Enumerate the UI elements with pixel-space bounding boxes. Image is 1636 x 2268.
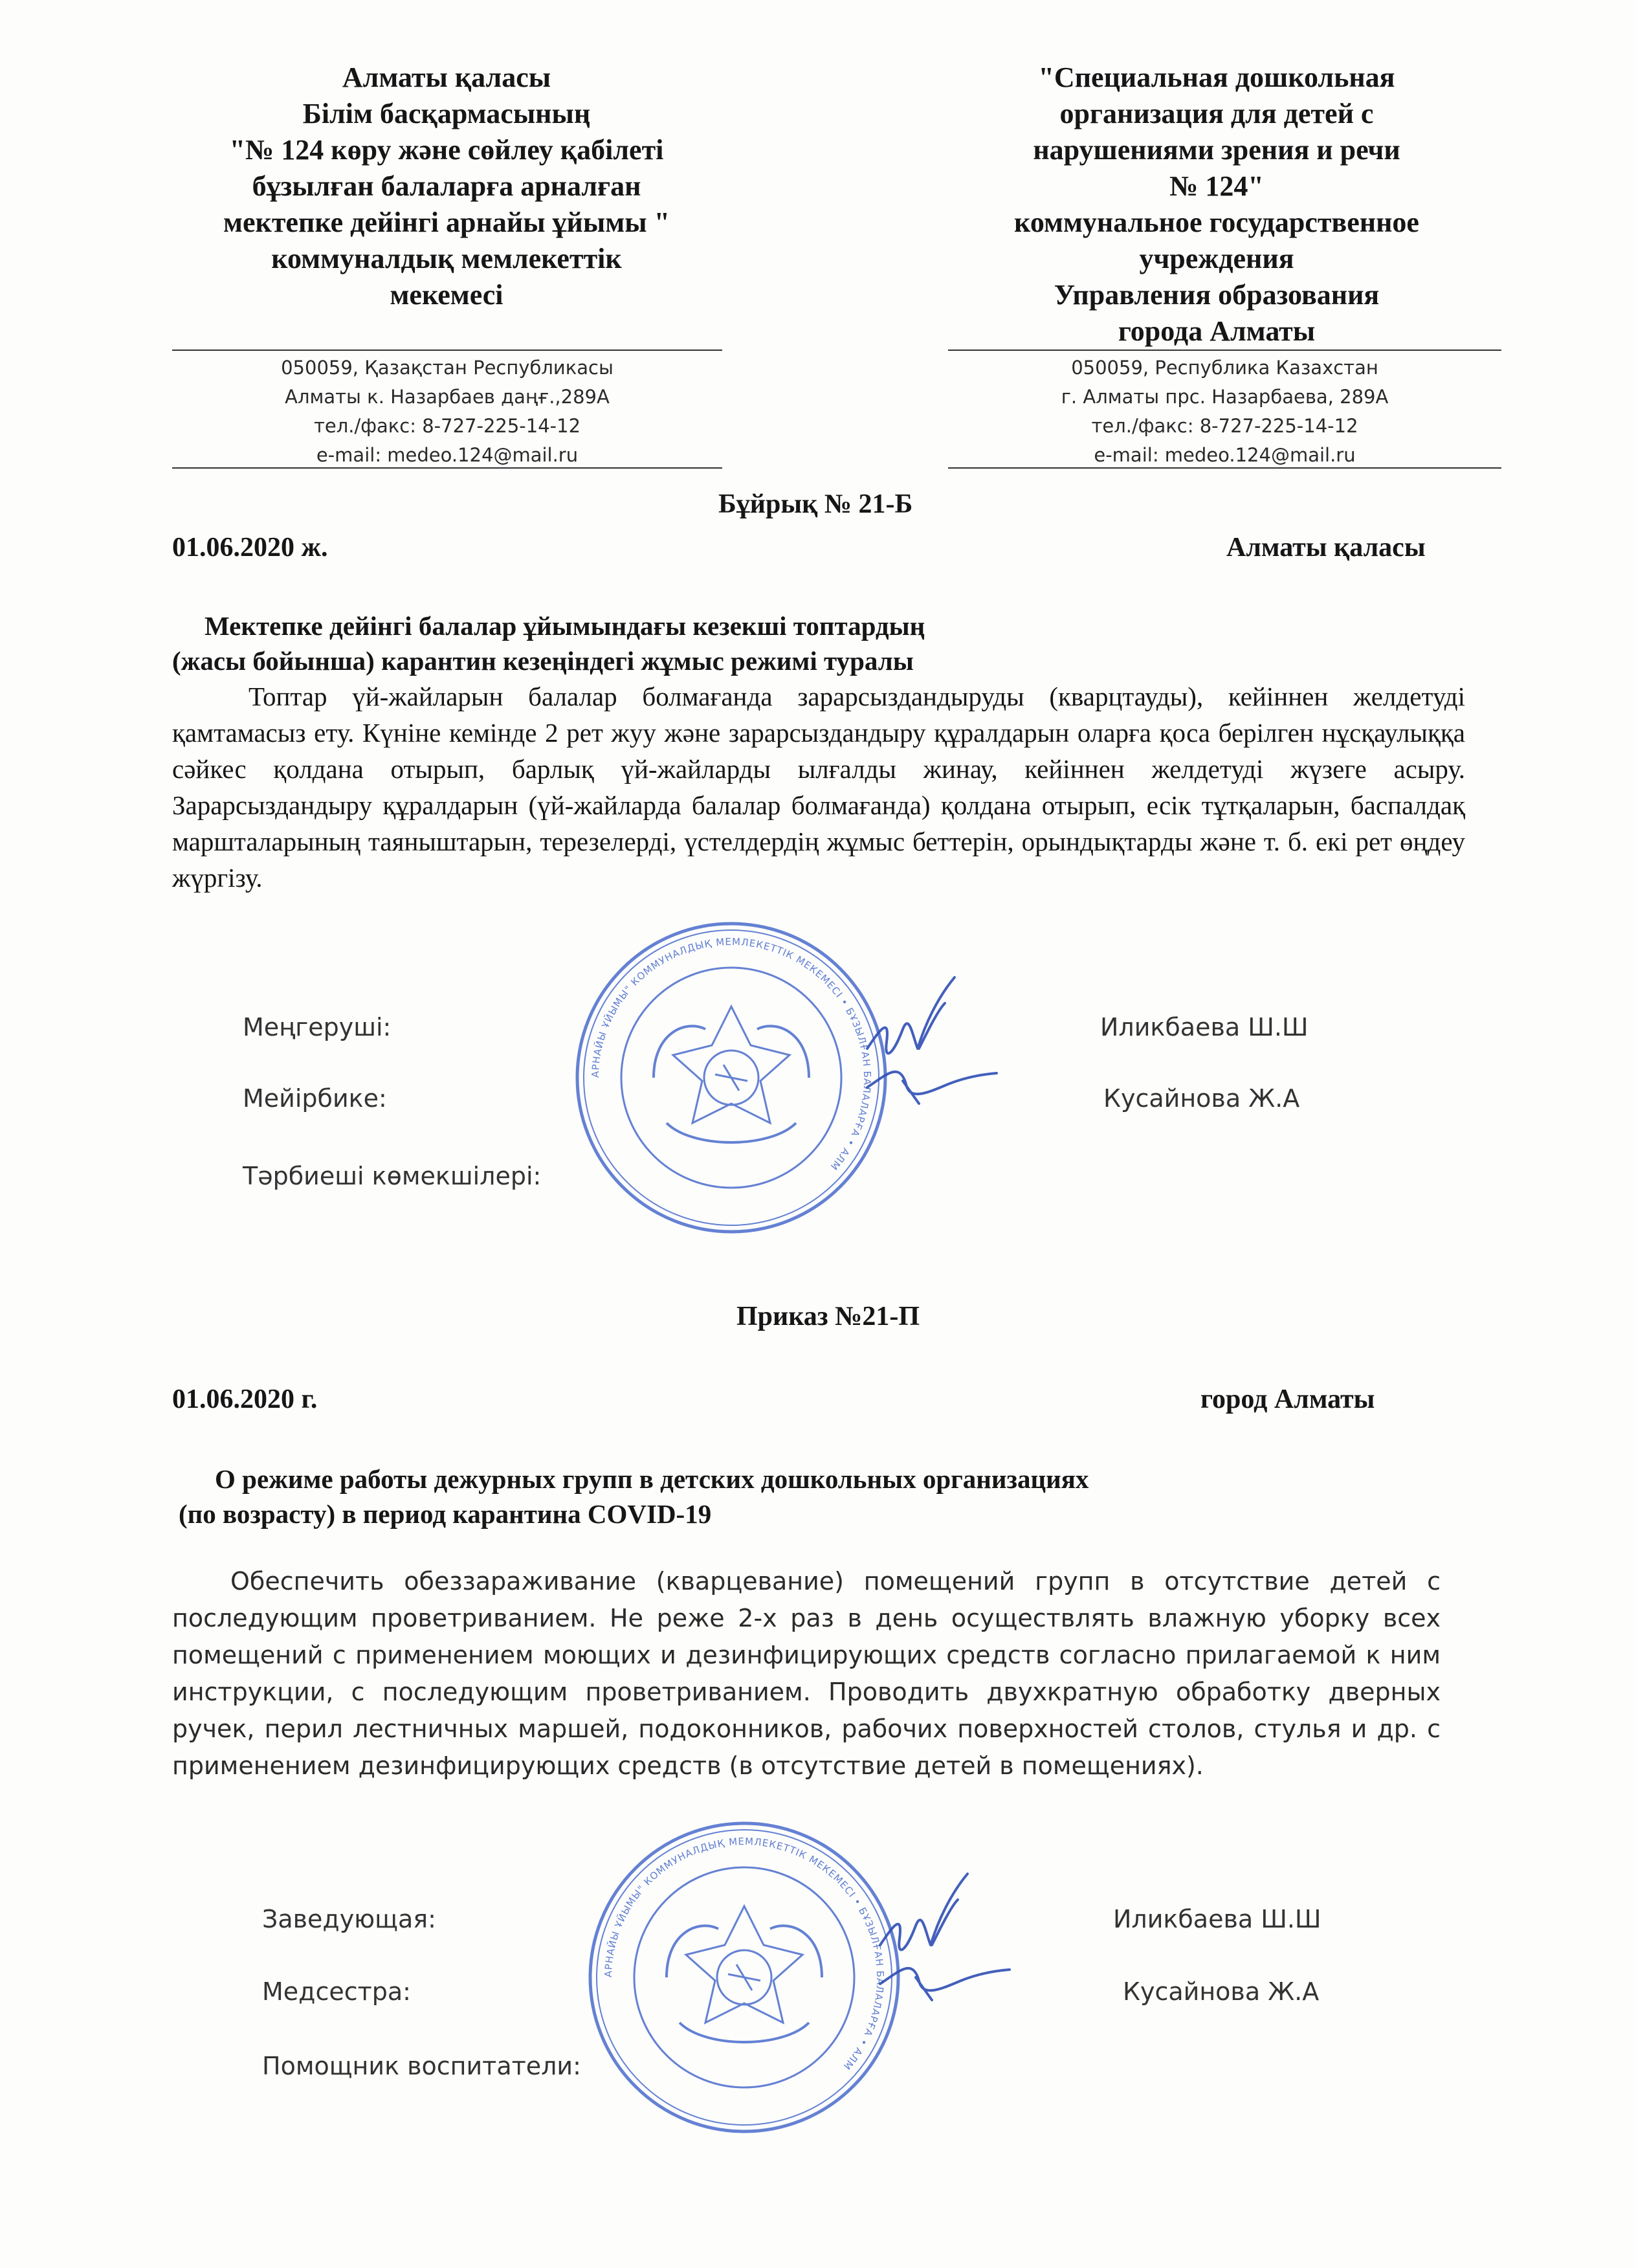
header-ru-line: "Специальная дошкольная <box>1038 61 1395 93</box>
sig-kz-label-head: Меңгеруші: <box>243 1013 392 1041</box>
sig-ru-label-assistants: Помощник воспитатели: <box>262 2052 581 2080</box>
header-ru-line: № 124" <box>1169 170 1264 202</box>
order-kz-title: Бұйрық № 21-Б <box>718 489 913 519</box>
order-ru-body: Обеспечить обеззараживание (кварцевание) помещений групп в отсутствие детей с последующим проветриванием. Не реже 2-х раз в день осуществлять влажную уборку всех помещений с применением моющих и дезинфицирующих средств согласно прилагаемой к ним инструкции, с последующим проветриванием. Проводить двухкратную обработку дверных ручек, перил лестничных маршей, подоконников, рабочих поверхностей столов, стулья и др. с применением дезинфицирующих средств (в отсутствие детей в помещениях). <box>172 1567 1441 1780</box>
signature-head-kz <box>841 951 1022 1126</box>
order-kz-subject-line: (жасы бойынша) карантин кезеңіндегі жұмыс режимі туралы <box>172 646 914 676</box>
sig-kz-name-nurse: Кусайнова Ж.А <box>1103 1084 1300 1113</box>
sig-kz-name-head: Иликбаева Ш.Ш <box>1100 1013 1309 1041</box>
header-ru-line: организация для детей с <box>1059 98 1374 129</box>
contact-ru-line: г. Алматы прс. Назарбаева, 289А <box>1061 386 1389 408</box>
header-ru-top-rule <box>948 350 1501 351</box>
order-kz-subject <box>172 608 1143 678</box>
header-kz-line: "№ 124 көру және сөйлеу қабілеті <box>229 134 664 166</box>
contact-kz-line: 050059, Қазақстан Республикасы <box>281 357 614 379</box>
header-kz <box>162 60 731 313</box>
order-kz-subject-line: Мектепке дейінгі балалар ұйымындағы кезекші топтардың <box>204 611 925 641</box>
header-kz-top-rule <box>172 350 722 351</box>
order-kz-body: Топтар үй-жайларын балалар болмағанда зарарсыздандыруды (кварцтауды), кейіннен желдетуді қамтамасыз ету. Күніне кемінде 2 рет жуу және зарарсыздандыру құралдарын оларға қоса берілген нұсқаулыққа сәйкес қолдана отырып, барлық үй-жайларды ылғалды жинау, кейіннен желдетуді жүзеге асыру. Зарарсыздандыру құралдарын (үй-жайларда балалар болмағанда) қолдана отырып, есік тұтқаларын, баспалдақ маршталарының таяныштарын, терезелерді, үстелдердің жұмыс беттерін, орындықтарды және т. б. екі рет өңдеу жүргізу. <box>172 682 1465 893</box>
order-kz-city: Алматы қаласы <box>1226 533 1426 562</box>
contact-ru <box>948 353 1501 470</box>
sig-ru-label-head: Заведующая: <box>262 1905 436 1933</box>
contact-kz-line: тел./факс: 8-727-225-14-12 <box>313 415 581 437</box>
header-kz-line: коммуналдық мемлекеттік <box>271 243 622 274</box>
order-ru-subject-line: О режиме работы дежурных групп в детских дошкольных организациях <box>215 1464 1089 1494</box>
header-ru-line: коммунальное государственное <box>1014 206 1419 238</box>
sig-kz-label-assistants: Тәрбиеші көмекшілері: <box>243 1162 542 1190</box>
contact-ru-line: тел./факс: 8-727-225-14-12 <box>1091 415 1358 437</box>
header-kz-line: мектепке дейінгі арнайы ұйымы " <box>223 206 670 238</box>
header-ru-line: Управления образования <box>1054 279 1380 311</box>
stamp-1-ring-text: АРНАЙЫ ҰЙЫМЫ" КОММУНАЛДЫҚ МЕМЛЕКЕТТІК МЕКЕМЕСІ • БҰЗЫЛҒАН БАЛАЛАРҒА • АЛМ <box>589 935 874 1173</box>
order-ru-subject <box>172 1462 1337 1531</box>
header-ru-bottom-rule <box>948 467 1501 469</box>
contact-kz-line: Алматы к. Назарбаев даңғ.,289А <box>285 386 610 408</box>
header-kz-line: Алматы қаласы <box>342 61 551 93</box>
header-ru-line: города Алматы <box>1118 315 1316 347</box>
sig-ru-name-nurse: Кусайнова Ж.А <box>1123 1977 1320 2006</box>
stamp-2-ring-text: АРНАЙЫ ҰЙЫМЫ" КОММУНАЛДЫҚ МЕМЛЕКЕТТІК МЕКЕМЕСІ • БҰЗЫЛҒАН БАЛАЛАРҒА • АЛМ <box>602 1835 887 2073</box>
header-kz-line: бұзылған балаларға арналған <box>252 170 641 202</box>
contact-kz-line: e-mail: medeo.124@mail.ru <box>316 444 579 466</box>
order-ru-title: Приказ №21-П <box>736 1302 920 1331</box>
contact-kz <box>172 353 722 470</box>
contact-ru-line: 050059, Республика Казахстан <box>1071 357 1378 379</box>
header-kz-line: мекемесі <box>390 279 503 311</box>
header-ru <box>925 60 1508 350</box>
sig-ru-name-head: Иликбаева Ш.Ш <box>1113 1905 1321 1933</box>
order-ru-city: город Алматы <box>1200 1384 1375 1414</box>
contact-ru-line: e-mail: medeo.124@mail.ru <box>1094 444 1356 466</box>
header-kz-bottom-rule <box>172 467 722 469</box>
signature-head-ru <box>854 1848 1035 2023</box>
sig-ru-label-nurse: Медсестра: <box>262 1977 411 2006</box>
sig-kz-label-nurse: Мейірбике: <box>243 1084 387 1113</box>
header-ru-line: учреждения <box>1139 243 1294 274</box>
order-ru-date: 01.06.2020 г. <box>172 1384 318 1414</box>
header-ru-line: нарушениями зрения и речи <box>1033 134 1400 166</box>
order-kz-date: 01.06.2020 ж. <box>172 533 328 562</box>
order-ru-subject-line: (по возрасту) в период карантина COVID-19 <box>179 1499 712 1529</box>
header-kz-line: Білім басқармасының <box>302 98 591 129</box>
